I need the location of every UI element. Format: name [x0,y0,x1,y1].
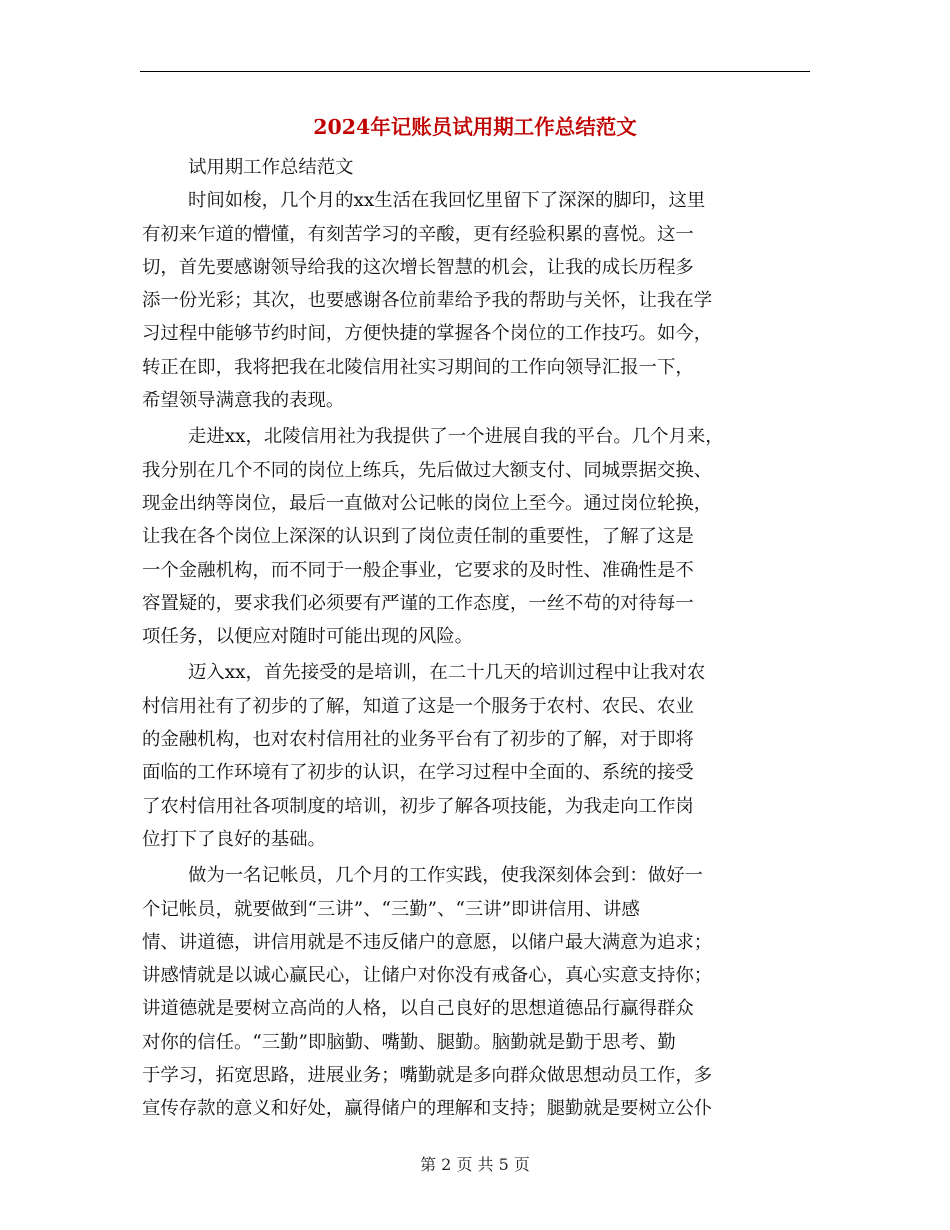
paragraph-line: 项任务，以便应对随时可能出现的风险。 [142,626,474,648]
paragraph-line: 转正在即，我将把我在北陵信用社实习期间的工作向领导汇报一下， [142,356,694,378]
paragraph-line: 讲感情就是以诚心赢民心，让储户对你没有戒备心，真心实意支持你； [142,965,713,987]
section-heading: 试用期工作总结范文 [188,157,354,178]
paragraph-line: 位打下了良好的基础。 [142,828,326,850]
paragraph-line: 对你的信任。“三勤”即脑勤、嘴勤、腿勤。脑勤就是勤于思考、勤 [142,1031,676,1053]
paragraph-line: 讲道德就是要树立高尚的人格，以自己良好的思想道德品行赢得群众 [142,998,694,1020]
paragraph-line: 了农村信用社各项制度的培训，初步了解各项技能，为我走向工作岗 [142,795,694,817]
paragraph-line: 个记帐员，就要做到“三讲”、“三勤”、“三讲”即讲信用、讲感 [142,898,640,920]
paragraph-line: 添一份光彩；其次，也要感谢各位前辈给予我的帮助与关怀，让我在学 [142,290,713,312]
paragraph-line: 的金融机构，也对农村信用社的业务平台有了初步的了解，对于即将 [142,729,694,751]
paragraph-line: 村信用社有了初步的了解，知道了这是一个服务于农村、农民、农业 [142,695,694,717]
paragraph-line: 走进xx，北陵信用社为我提供了一个进展自我的平台。几个月来， [188,426,724,448]
paragraph-line: 面临的工作环境有了初步的认识，在学习过程中全面的、系统的接受 [142,762,694,784]
document-title: 2024年记账员试用期工作总结范文 [313,115,637,139]
header-rule [140,71,810,72]
paragraph-line: 一个金融机构，而不同于一般企事业，它要求的及时性、准确性是不 [142,559,694,581]
paragraph-line: 做为一名记帐员，几个月的工作实践，使我深刻体会到：做好一 [188,865,703,887]
paragraph-line: 有初来乍道的懵懂，有刻苦学习的辛酸，更有经验积累的喜悦。这一 [142,223,694,245]
paragraph-line: 让我在各个岗位上深深的认识到了岗位责任制的重要性，了解了这是 [142,526,694,548]
paragraph-line: 我分别在几个不同的岗位上练兵，先后做过大额支付、同城票据交换、 [142,459,713,481]
paragraph-line: 时间如梭，几个月的xx生活在我回忆里留下了深深的脚印，这里 [188,190,706,212]
paragraph-line: 习过程中能够节约时间，方便快捷的掌握各个岗位的工作技巧。如今， [142,323,713,345]
paragraph-line: 容置疑的，要求我们必须要有严谨的工作态度，一丝不苟的对待每一 [142,592,694,614]
paragraph-line: 切，首先要感谢领导给我的这次增长智慧的机会，让我的成长历程多 [142,256,694,278]
document-body [142,151,812,1126]
paragraph-line: 宣传存款的意义和好处，赢得储户的理解和支持；腿勤就是要树立公仆 [142,1098,713,1120]
paragraph-line: 希望领导满意我的表现。 [142,390,345,412]
paragraph-line: 情、讲道德，讲信用就是不违反储户的意愿，以储户最大满意为追求； [142,931,713,953]
paragraph-line: 迈入xx，首先接受的是培训，在二十几天的培训过程中让我对农 [188,662,706,684]
paragraph-line: 现金出纳等岗位，最后一直做对公记帐的岗位上至今。通过岗位轮换， [142,492,713,514]
page-number: 第 2 页 共 5 页 [420,1155,530,1174]
paragraph-line: 于学习，拓宽思路，进展业务；嘴勤就是多向群众做思想动员工作，多 [142,1065,713,1087]
